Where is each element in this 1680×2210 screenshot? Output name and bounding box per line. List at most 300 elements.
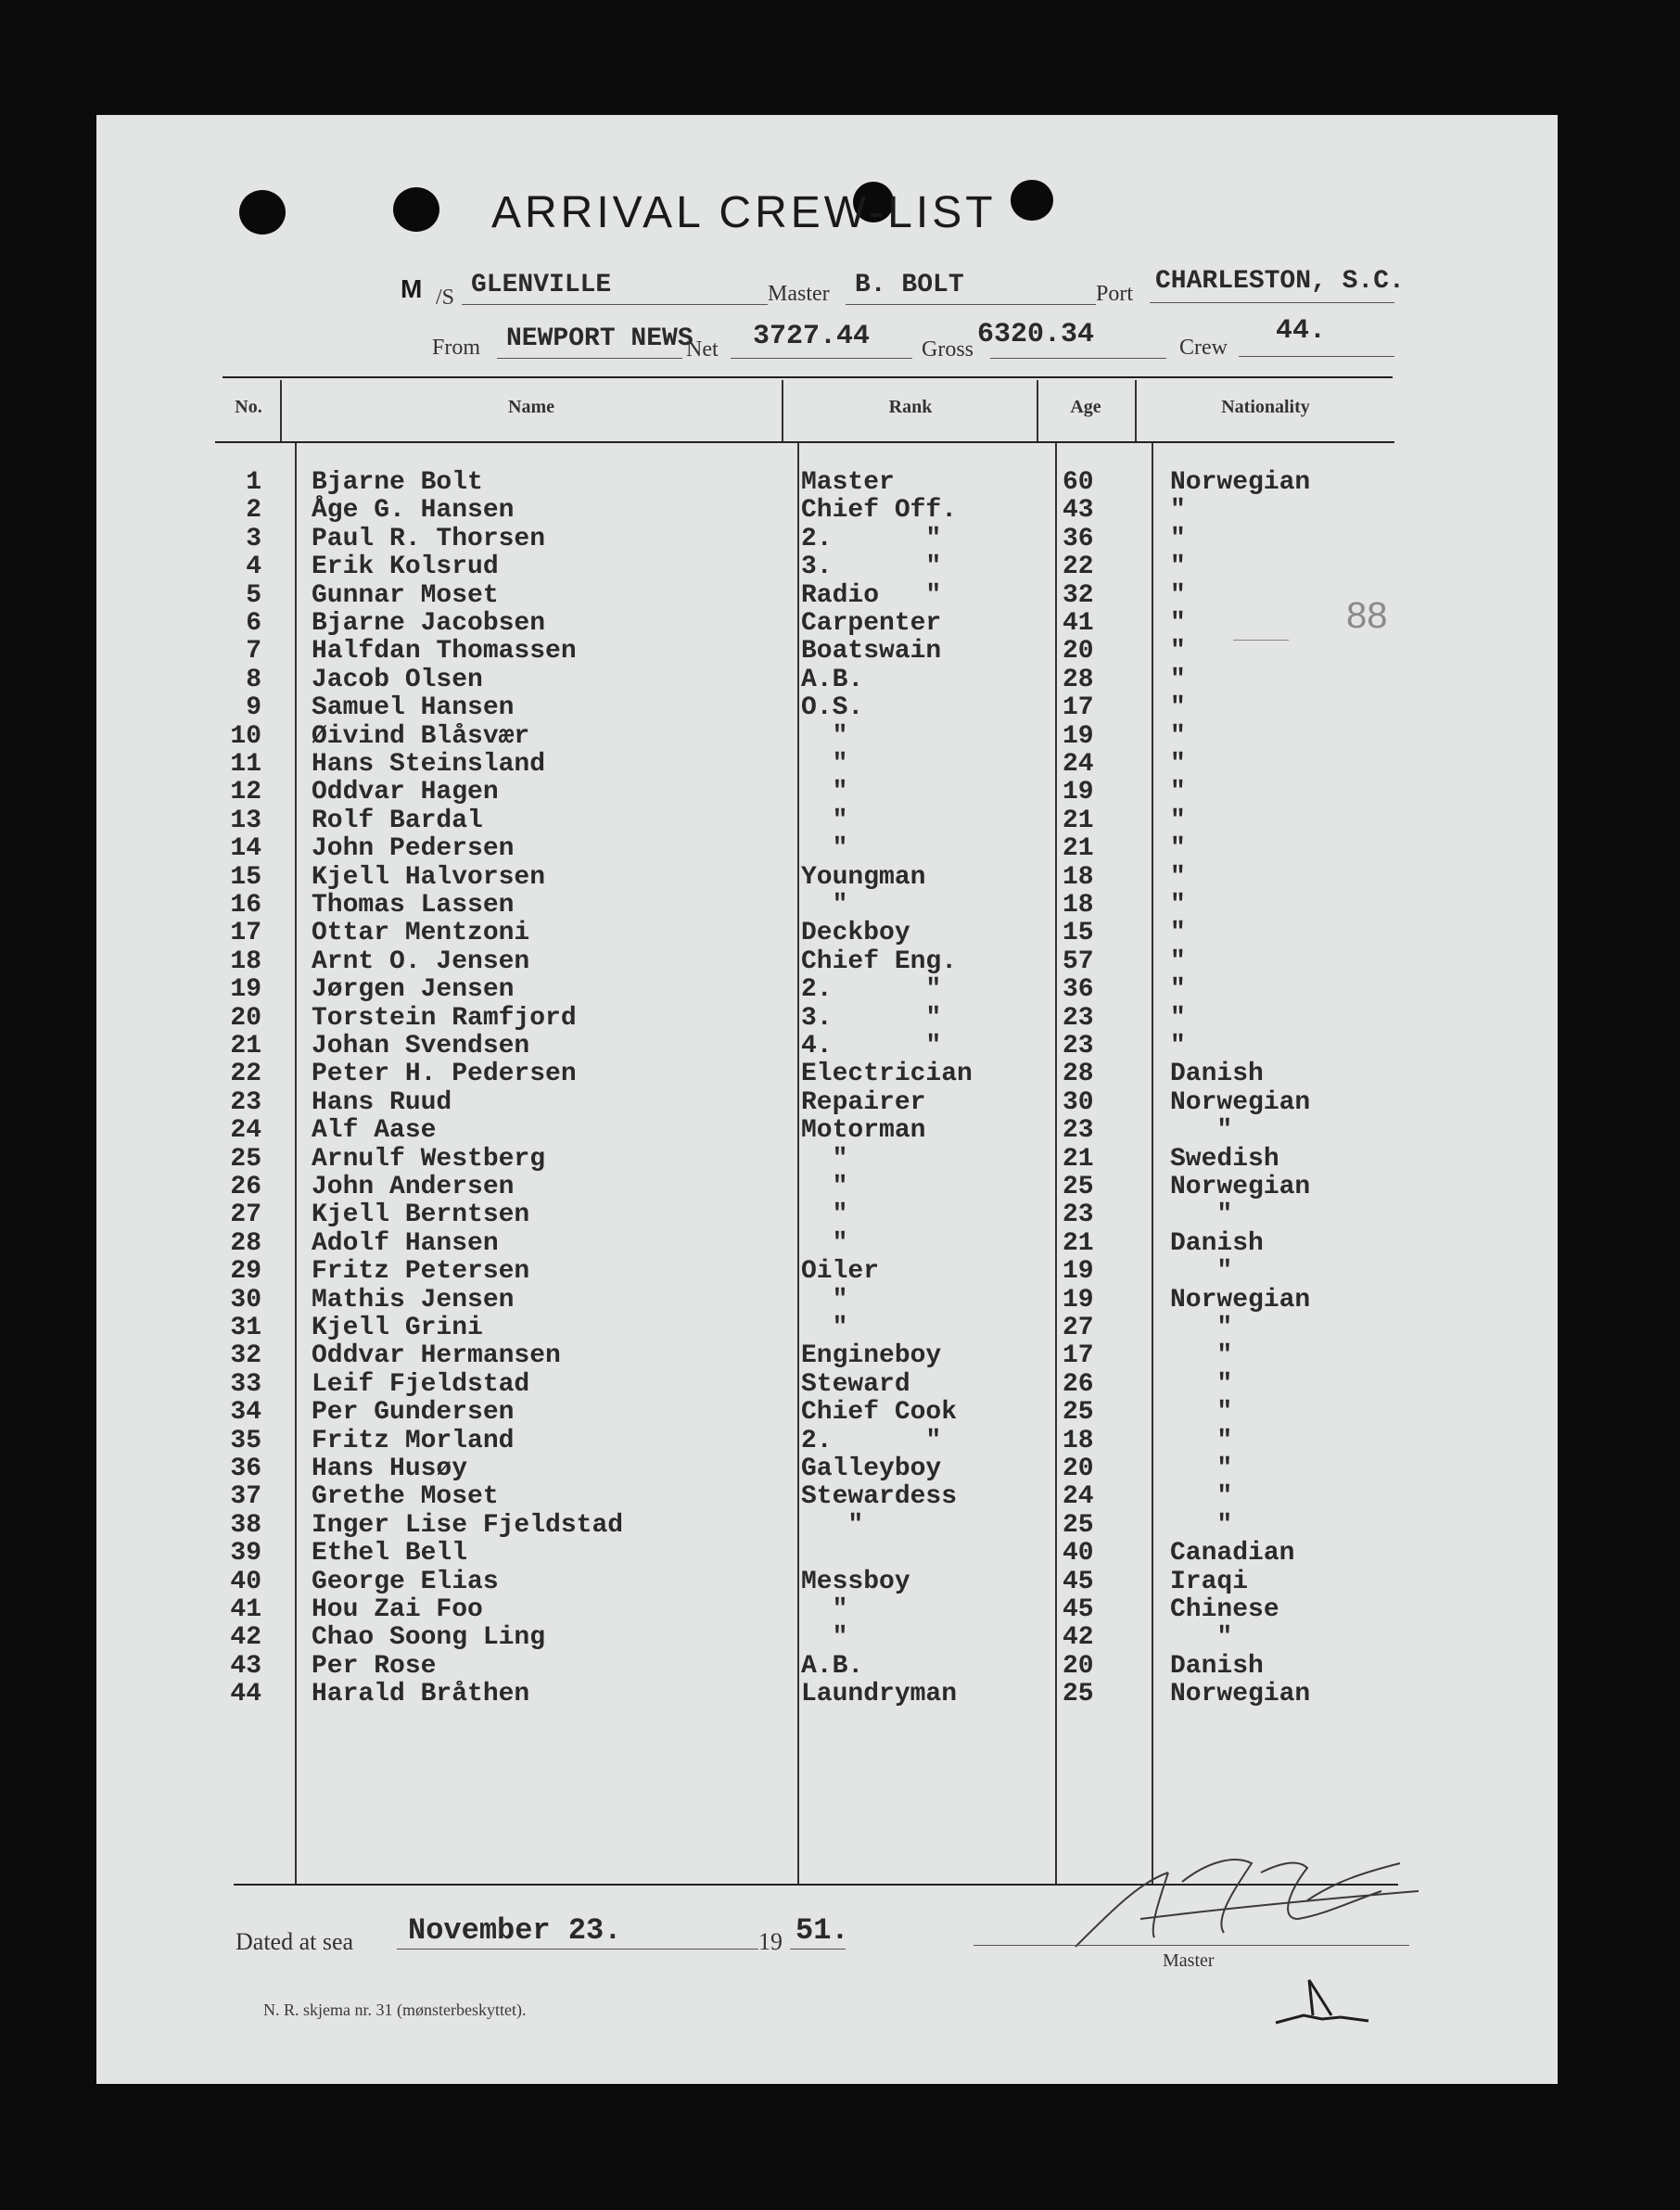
table-row [0,1681,1680,1708]
crew-nationality: " [1170,609,1186,638]
crew-rank: " [801,1314,848,1342]
crew-nationality: Danish [1170,1651,1264,1681]
crew-age: 23 [1063,1032,1094,1061]
crew-nationality: " [1170,946,1186,976]
crew-number: 41 [230,1595,261,1624]
crew-number: 43 [230,1651,261,1681]
crew-nationality: Norwegian [1170,468,1311,497]
crew-name: Thomas Lassen [312,891,515,920]
crew-nationality: " [1170,806,1186,835]
crew-name: Jacob Olsen [312,665,483,694]
crew-nationality: " [1170,524,1186,553]
year-value: 51. [795,1913,849,1948]
net-underline [731,358,912,359]
crew-nationality: Canadian [1170,1539,1295,1569]
table-row [0,779,1680,807]
crew-name: Per Gundersen [312,1398,515,1428]
crew-number: 20 [230,1003,261,1033]
crew-nationality: Danish [1170,1228,1264,1258]
crew-nationality: " [1170,1426,1233,1455]
crew-rank: Chief Off. [801,496,958,526]
crew-rank: " [801,1144,848,1174]
crew-count-value: 44. [1276,315,1327,347]
crew-age: 45 [1063,1567,1094,1596]
crew-nationality: Norwegian [1170,1087,1311,1117]
table-row [0,582,1680,610]
crew-name: Johan Svendsen [312,1032,530,1061]
crew-name: Arnt O. Jensen [312,946,530,976]
crew-rank: Messboy [801,1567,910,1596]
table-row [0,976,1680,1004]
crew-name: Harald Bråthen [312,1680,530,1709]
margin-note-dash [1233,640,1289,641]
crew-number: 15 [230,862,261,892]
crew-number: 4 [246,552,261,582]
crew-age: 20 [1063,1651,1094,1681]
table-row [0,1287,1680,1315]
gross-label: Gross [922,337,974,362]
table-row [0,1005,1680,1033]
year-prefix-label: 19 [758,1928,783,1955]
crew-rank: Repairer [801,1087,926,1117]
table-row [0,1428,1680,1455]
crew-number: 38 [230,1510,261,1540]
crew-name: Kjell Grini [312,1314,483,1342]
table-row [0,1201,1680,1229]
crew-age: 20 [1063,1454,1094,1483]
table-row [0,553,1680,581]
crew-nationality: Norwegian [1170,1285,1311,1315]
punch-hole [393,187,439,232]
punch-hole [239,190,286,235]
crew-age: 42 [1063,1623,1094,1653]
crew-nationality: " [1170,778,1186,807]
crew-age: 45 [1063,1595,1094,1624]
crew-nationality: " [1170,496,1186,526]
crew-nationality: " [1170,750,1186,779]
ship-suffix-label: /S [436,286,455,310]
crew-nationality: " [1170,975,1186,1005]
crew-rank: " [801,834,848,864]
crew-number: 16 [230,891,261,920]
crew-nationality: " [1170,1116,1233,1146]
table-row [0,497,1680,525]
ship-prefix-label: M [401,274,423,303]
crew-name: Bjarne Jacobsen [312,609,546,638]
crew-name: Bjarne Bolt [312,468,483,497]
crew-age: 22 [1063,552,1094,582]
crew-label: Crew [1179,336,1228,360]
date-underline [397,1949,758,1950]
crew-age: 25 [1063,1680,1094,1709]
crew-rank: Electrician [801,1060,973,1089]
crew-nationality: " [1170,721,1186,751]
table-row [0,1371,1680,1399]
crew-nationality: " [1170,1003,1186,1033]
crew-nationality: " [1170,1369,1233,1399]
crew-rank: " [801,1510,864,1540]
gross-underline [990,358,1166,359]
crew-number: 39 [230,1539,261,1569]
crew-age: 32 [1063,580,1094,610]
table-row [0,1089,1680,1117]
crew-number: 44 [230,1680,261,1709]
punch-hole [1011,180,1053,221]
crew-nationality: " [1170,1510,1233,1540]
crew-nationality: " [1170,580,1186,610]
crew-number: 18 [230,946,261,976]
table-row [0,1512,1680,1540]
column-header-nationality: Nationality [1221,397,1310,417]
crew-number: 9 [246,693,261,723]
crew-nationality: " [1170,1454,1233,1483]
master-value: B. BOLT [855,271,964,299]
table-row [0,1033,1680,1061]
crew-rank: 4. " [801,1032,942,1061]
crew-nationality: Norwegian [1170,1173,1311,1201]
crew-rank: " [801,806,848,835]
crew-number: 40 [230,1567,261,1596]
crew-age: 28 [1063,1060,1094,1089]
crew-rank: A.B. [801,1651,864,1681]
crew-age: 30 [1063,1087,1094,1117]
table-row [0,1483,1680,1511]
crew-name: Samuel Hansen [312,693,515,723]
crew-number: 30 [230,1285,261,1315]
table-row [0,1258,1680,1286]
crew-number: 11 [230,750,261,779]
crew-name: John Andersen [312,1173,515,1201]
table-row [0,920,1680,947]
crew-age: 19 [1063,1285,1094,1315]
crew-rank: Oiler [801,1257,880,1287]
crew-age: 57 [1063,946,1094,976]
crew-number: 23 [230,1087,261,1117]
crew-rank: Chief Eng. [801,946,958,976]
ship-name-value: GLENVILLE [471,271,612,299]
crew-rank: Chief Cook [801,1398,958,1428]
crew-rank: Stewardess [801,1482,958,1512]
table-row [0,1596,1680,1624]
crew-number: 32 [230,1341,261,1371]
crew-age: 28 [1063,665,1094,694]
crew-rank: Carpenter [801,609,942,638]
table-row [0,835,1680,863]
crew-number: 1 [246,468,261,497]
crew-number: 22 [230,1060,261,1089]
crew-number: 26 [230,1173,261,1201]
crew-name: Kjell Berntsen [312,1200,530,1230]
crew-number: 35 [230,1426,261,1455]
crew-rank: 2. " [801,1426,942,1455]
crew-name: Øivind Blåsvær [312,721,530,751]
crew-name: Jørgen Jensen [312,975,515,1005]
crew-age: 21 [1063,1228,1094,1258]
crew-age: 18 [1063,862,1094,892]
crew-nationality: Chinese [1170,1595,1279,1624]
crew-name: Fritz Petersen [312,1257,530,1287]
crew-underline [1239,356,1394,357]
crew-rank: " [801,1228,848,1258]
crew-rank: 3. " [801,1003,942,1033]
table-row [0,1569,1680,1596]
crew-age: 21 [1063,1144,1094,1174]
crew-name: John Pedersen [312,834,515,864]
column-header-no: No. [235,397,262,417]
table-row [0,610,1680,638]
crew-number: 29 [230,1257,261,1287]
crew-number: 10 [230,721,261,751]
crew-nationality: " [1170,1482,1233,1512]
crew-nationality: Swedish [1170,1144,1279,1174]
margin-note-88: 88 [1346,595,1388,636]
crew-age: 24 [1063,750,1094,779]
master-label: Master [768,282,830,306]
dated-at-sea-label: Dated at sea [235,1928,354,1955]
crew-age: 60 [1063,468,1094,497]
crew-name: Fritz Morland [312,1426,515,1455]
signature-underline [974,1945,1409,1946]
crew-number: 36 [230,1454,261,1483]
crew-age: 25 [1063,1173,1094,1201]
crew-nationality: Iraqi [1170,1567,1249,1596]
crew-rank: Boatswain [801,637,942,667]
table-header-rule [215,441,1394,443]
crew-age: 15 [1063,919,1094,948]
crew-name: Hans Husøy [312,1454,468,1483]
crew-nationality: Norwegian [1170,1680,1311,1709]
column-header-name: Name [508,397,554,417]
crew-number: 28 [230,1228,261,1258]
crew-nationality: " [1170,1341,1233,1371]
crew-name: Rolf Bardal [312,806,483,835]
crew-name: Adolf Hansen [312,1228,499,1258]
crew-nationality: " [1170,919,1186,948]
table-row [0,1624,1680,1652]
crew-name: Grethe Moset [312,1482,499,1512]
crew-nationality: " [1170,1623,1233,1653]
crew-nationality: " [1170,862,1186,892]
from-underline [497,358,682,359]
ship-name-underline [462,304,768,305]
crew-age: 19 [1063,778,1094,807]
table-row [0,751,1680,779]
crew-number: 2 [246,496,261,526]
crew-rank: " [801,1285,848,1315]
year-underline [790,1949,846,1950]
table-row [0,1230,1680,1258]
from-label: From [432,336,481,360]
master-signature [1029,1845,1437,1956]
crew-age: 21 [1063,834,1094,864]
crew-age: 23 [1063,1003,1094,1033]
crew-number: 14 [230,834,261,864]
crew-name: Hans Ruud [312,1087,452,1117]
port-underline [1150,302,1394,303]
crew-rank: O.S. [801,693,864,723]
crew-number: 21 [230,1032,261,1061]
net-label: Net [686,337,719,362]
crew-rank: 3. " [801,552,942,582]
table-row [0,638,1680,666]
table-row [0,807,1680,835]
crew-number: 25 [230,1144,261,1174]
crew-number: 19 [230,975,261,1005]
crew-age: 25 [1063,1398,1094,1428]
table-row [0,1342,1680,1370]
crew-rank: " [801,1623,848,1653]
column-header-rank: Rank [888,397,933,417]
crew-nationality: " [1170,637,1186,667]
crew-number: 8 [246,665,261,694]
crew-age: 20 [1063,637,1094,667]
crew-name: Hou Zai Foo [312,1595,483,1624]
crew-number: 24 [230,1116,261,1146]
crew-name: Arnulf Westberg [312,1144,546,1174]
crew-name: Ottar Mentzoni [312,919,530,948]
crew-age: 36 [1063,975,1094,1005]
crew-age: 17 [1063,1341,1094,1371]
crew-age: 23 [1063,1200,1094,1230]
crew-name: Oddvar Hagen [312,778,499,807]
table-row [0,1399,1680,1427]
crew-age: 21 [1063,806,1094,835]
table-row [0,1455,1680,1483]
crew-number: 34 [230,1398,261,1428]
table-row [0,667,1680,694]
crew-nationality: " [1170,1398,1233,1428]
table-row [0,1117,1680,1145]
crew-rank: Master [801,468,895,497]
crew-rank: Galleyboy [801,1454,942,1483]
column-header-age: Age [1070,397,1101,417]
crew-number: 17 [230,919,261,948]
table-row [0,1315,1680,1342]
crew-rank: " [801,778,848,807]
crew-name: Mathis Jensen [312,1285,515,1315]
crew-number: 5 [246,580,261,610]
crew-number: 27 [230,1200,261,1230]
crew-number: 33 [230,1369,261,1399]
crew-rank: " [801,891,848,920]
crew-nationality: " [1170,1032,1186,1061]
crew-nationality: " [1170,552,1186,582]
crew-name: Åge G. Hansen [312,496,515,526]
crew-age: 27 [1063,1314,1094,1342]
crew-age: 26 [1063,1369,1094,1399]
crew-nationality: " [1170,665,1186,694]
from-value: NEWPORT NEWS [506,324,694,353]
table-row [0,1146,1680,1174]
table-row [0,892,1680,920]
crew-nationality: " [1170,693,1186,723]
crew-name: Leif Fjeldstad [312,1369,530,1399]
crew-name: Erik Kolsrud [312,552,499,582]
table-row [0,1653,1680,1681]
crew-nationality: " [1170,834,1186,864]
crew-number: 31 [230,1314,261,1342]
crew-number: 7 [246,637,261,667]
crew-age: 23 [1063,1116,1094,1146]
crew-rank: 2. " [801,524,942,553]
crew-name: Oddvar Hermansen [312,1341,561,1371]
ink-mark [1266,1973,1378,2028]
crew-age: 41 [1063,609,1094,638]
crew-rank: Radio " [801,580,942,610]
crew-name: Ethel Bell [312,1539,468,1569]
crew-rank: Laundryman [801,1680,958,1709]
crew-nationality: " [1170,1257,1233,1287]
crew-name: Kjell Halvorsen [312,862,546,892]
table-row [0,694,1680,722]
crew-rank: Engineboy [801,1341,942,1371]
form-footer-note: N. R. skjema nr. 31 (mønsterbeskyttet). [263,2000,527,2019]
table-row [0,1061,1680,1088]
crew-name: Torstein Ramfjord [312,1003,577,1033]
crew-name: Chao Soong Ling [312,1623,546,1653]
crew-age: 18 [1063,891,1094,920]
crew-rank: " [801,1200,848,1230]
crew-age: 18 [1063,1426,1094,1455]
crew-rank: Motorman [801,1116,926,1146]
crew-name: Paul R. Thorsen [312,524,546,553]
table-row [0,1540,1680,1568]
crew-age: 19 [1063,1257,1094,1287]
crew-rank: 2. " [801,975,942,1005]
crew-name: Gunnar Moset [312,580,499,610]
port-label: Port [1096,282,1134,306]
crew-number: 3 [246,524,261,553]
crew-rank: " [801,750,848,779]
crew-age: 43 [1063,496,1094,526]
crew-number: 6 [246,609,261,638]
crew-age: 40 [1063,1539,1094,1569]
port-value: CHARLESTON, S.C. [1155,267,1405,296]
crew-nationality: Danish [1170,1060,1264,1089]
table-row [0,723,1680,751]
crew-nationality: " [1170,1200,1233,1230]
crew-nationality: " [1170,891,1186,920]
net-value: 3727.44 [753,321,871,352]
crew-nationality: " [1170,1314,1233,1342]
table-row [0,1174,1680,1201]
crew-number: 12 [230,778,261,807]
crew-age: 36 [1063,524,1094,553]
crew-number: 37 [230,1482,261,1512]
table-row [0,948,1680,976]
crew-rank: " [801,1173,848,1201]
crew-age: 17 [1063,693,1094,723]
crew-rank: Youngman [801,862,926,892]
date-value: November 23. [408,1913,622,1948]
crew-number: 42 [230,1623,261,1653]
crew-rank: " [801,721,848,751]
crew-name: Inger Lise Fjeldstad [312,1510,624,1540]
master-signature-label: Master [1163,1950,1215,1971]
form-title: ARRIVAL CREW-LIST [491,188,997,237]
master-underline [846,304,1096,305]
table-top-rule [223,376,1393,378]
crew-rank: " [801,1595,848,1624]
table-row [0,864,1680,892]
table-row [0,469,1680,497]
crew-age: 24 [1063,1482,1094,1512]
table-row [0,526,1680,553]
crew-name: Hans Steinsland [312,750,546,779]
crew-age: 19 [1063,721,1094,751]
column-divider [782,380,783,441]
crew-rank: A.B. [801,665,864,694]
